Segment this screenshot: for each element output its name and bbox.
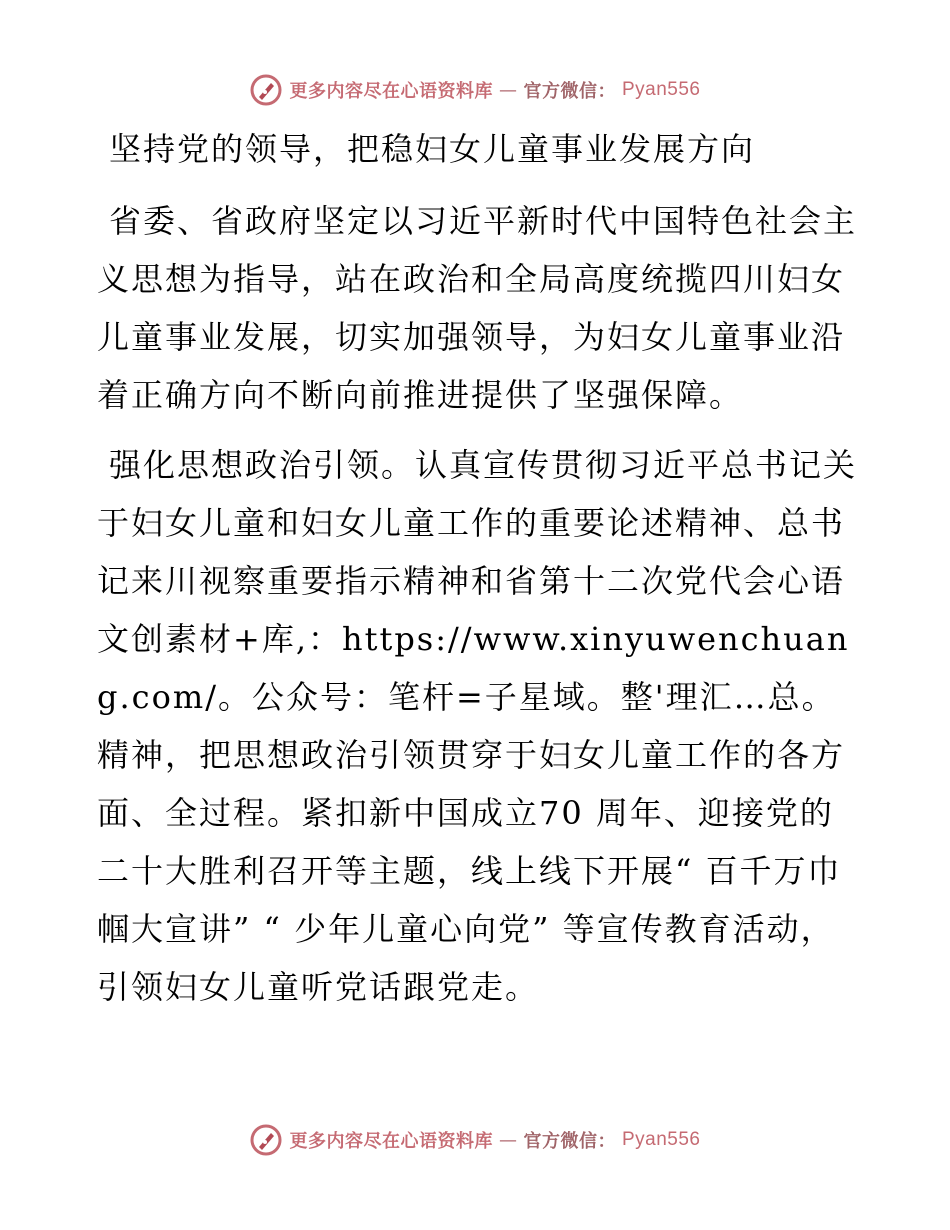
paragraph-ideological-guidance: 强化思想政治引领。认真宣传贯彻习近平总书记关于妇女儿童和妇女儿童工作的重要论述精神、总书记来川视察重要指示精神和省第十二次党代会心语文创素材+库,：https://www.xinyuwenchuang.com/。公众号：笔杆=子星域。整'理汇…总。精神，把思想政治引领贯穿于妇女儿童工作的各方面、全过程。紧扣新中国成立70 周年、迎接党的二十大胜利召开等主题，线上线下开展“ 百千万巾帼大宣讲” “ 少年儿童心向党” 等宣传教育活动，引领妇女儿童听党话跟党走。 (97, 446, 858, 1006)
document-body (97, 120, 857, 1028)
watermark-official-label: 官方微信： (523, 81, 616, 102)
watermark-account-id: Pyan556 (621, 79, 701, 100)
footer-watermark (0, 1120, 950, 1160)
header-watermark (0, 70, 950, 110)
watermark-account-id: Pyan556 (621, 1129, 701, 1150)
watermark-separator: — (498, 79, 518, 101)
watermark-official-label: 官方微信： (523, 1131, 616, 1152)
watermark-main-text: 更多内容尽在心语资料库 (289, 1131, 493, 1152)
section-heading: 坚持党的领导，把稳妇女儿童事业发展方向 (109, 130, 756, 168)
watermark-separator: — (498, 1129, 518, 1151)
pen-nib-logo-icon (249, 1123, 283, 1157)
pen-nib-logo-icon (249, 73, 283, 107)
watermark-main-text: 更多内容尽在心语资料库 (289, 81, 493, 102)
paragraph-leadership: 省委、省政府坚定以习近平新时代中国特色社会主义思想为指导，站在政治和全局高度统揽四川妇女儿童事业发展，切实加强领导，为妇女儿童事业沿着正确方向不断向前推进提供了坚强保障。 (97, 202, 858, 414)
